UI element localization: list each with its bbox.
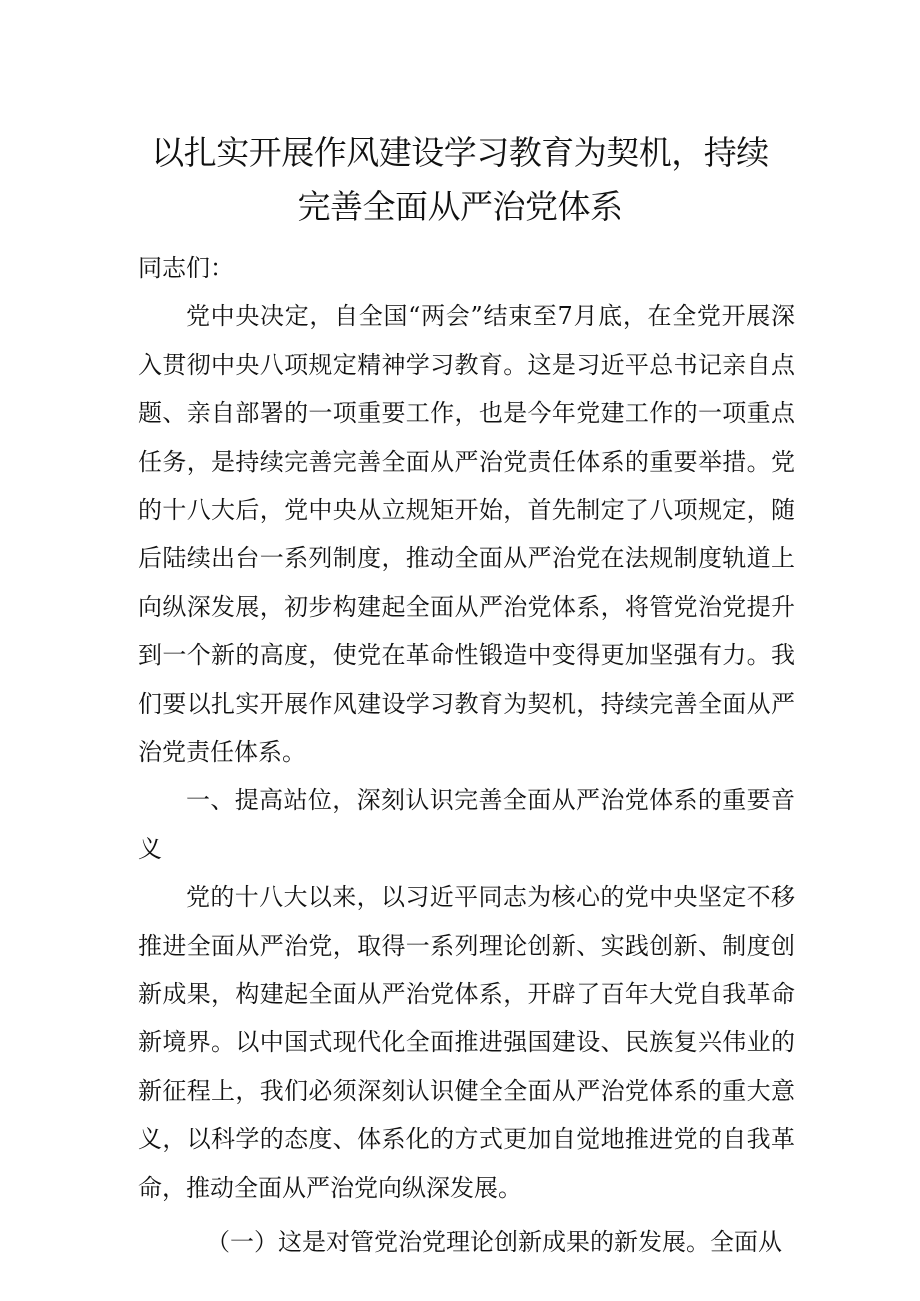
document-body <box>138 244 795 1267</box>
subsection-heading-1: （一）这是对管党治党理论创新成果的新发展。全面从 <box>206 1228 782 1257</box>
document-title <box>130 126 790 234</box>
title-line-1: 以扎实开展作风建设学习教育为契机，持续 <box>151 133 769 172</box>
salutation: 同志们： <box>138 254 234 282</box>
title-line-2: 完善全面从严治党体系 <box>297 187 623 226</box>
paragraph-intro: 党中央决定，自全国“两会”结束至7月底，在全党开展深入贯彻中央八项规定精神学习教育。这是习近平总书记亲自点题、亲自部署的一项重要工作，也是今年党建工作的一项重点任务，是持续完善完善全面从严治党责任体系的重要举措。党的十八大后，党中央从立规矩开始，首先制定了八项规定，随后陆续出台一系列制度，推动全面从严治党在法规制度轨道上向纵深发展，初步构建起全面从严治党体系，将管党治党提升到一个新的高度，使党在革命性锻造中变得更加坚强有力。我们要以扎实开展作风建设学习教育为契机，持续完善全面从严治党责任体系。 <box>138 302 795 767</box>
paragraph-section-1: 党的十八大以来，以习近平同志为核心的党中央坚定不移推进全面从严治党，取得一系列理论创新、实践创新、制度创新成果，构建起全面从严治党体系，开辟了百年大党自我革命新境界。以中国式现代化全面推进强国建设、民族复兴伟业的新征程上，我们必须深刻认识健全全面从严治党体系的重大意义，以科学的态度、体系化的方式更加自觉地推进党的自我革命，推动全面从严治党向纵深发展。 <box>138 883 795 1202</box>
section-heading-1: 一、提高站位，深刻认识完善全面从严治党体系的重要音义 <box>138 786 795 863</box>
